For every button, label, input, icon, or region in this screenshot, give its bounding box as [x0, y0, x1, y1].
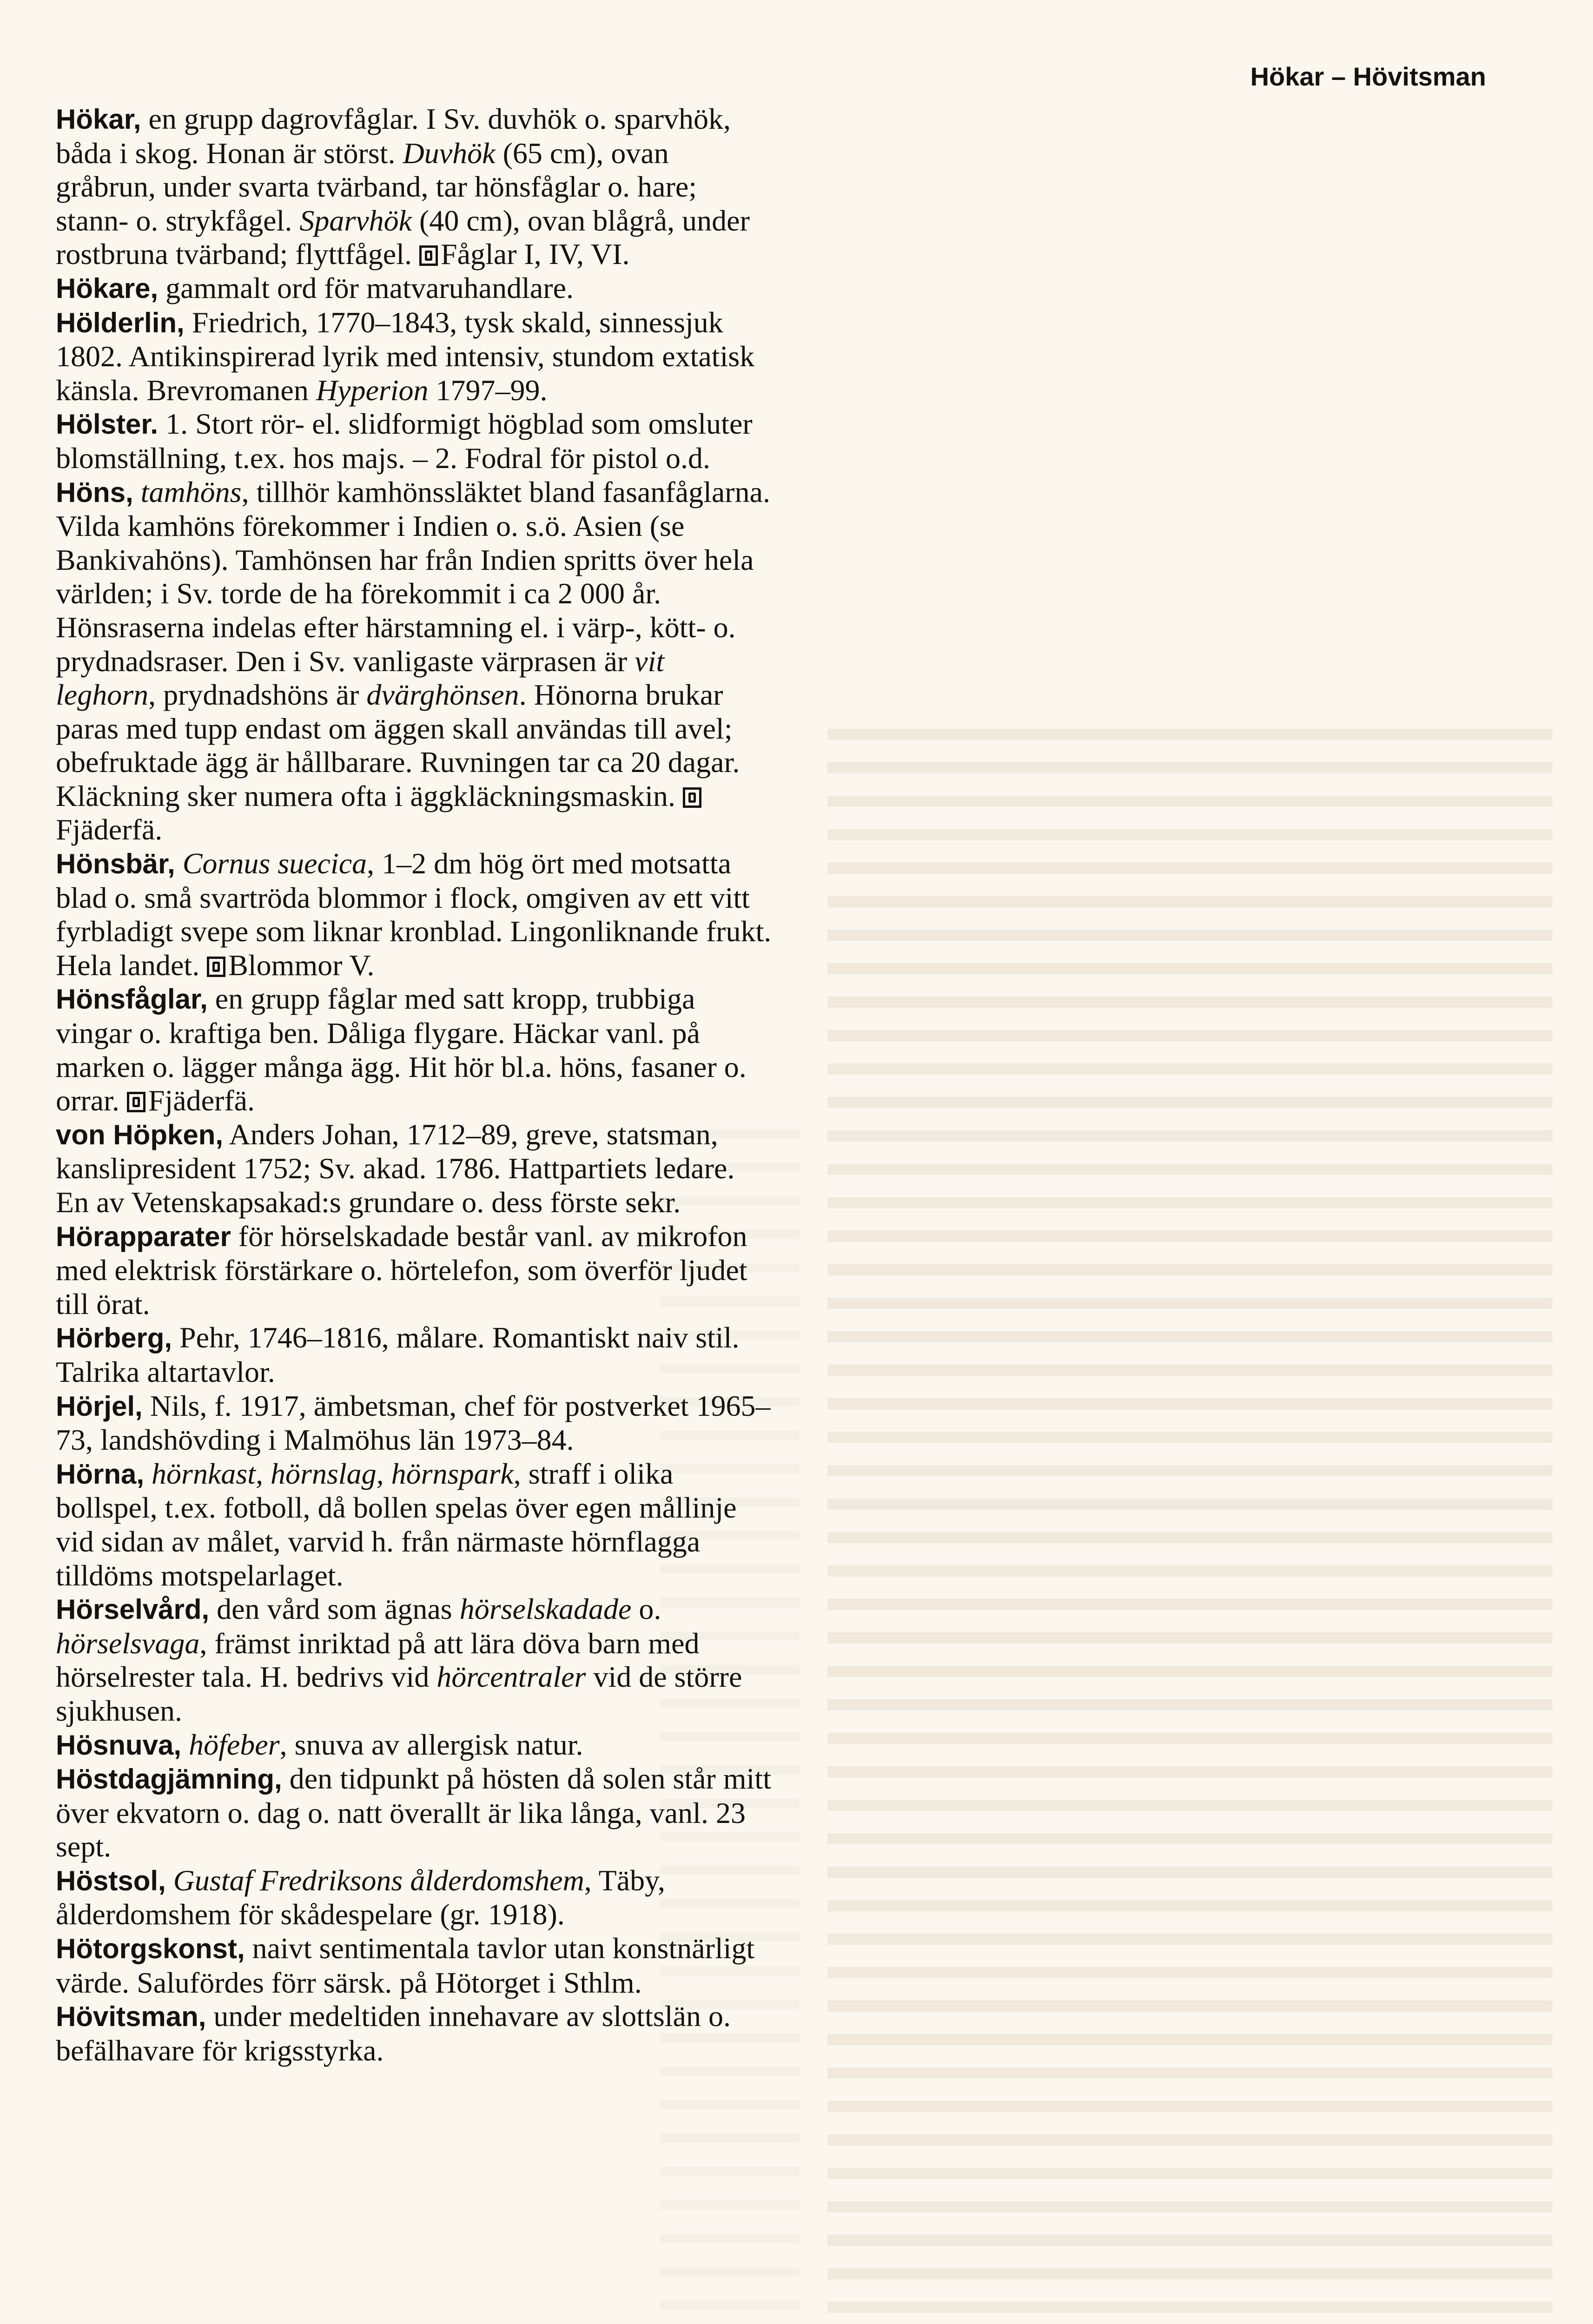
headword: Hörapparater: [56, 1221, 231, 1252]
entry-honsbar: [56, 847, 772, 982]
headword: Hövitsman,: [56, 2001, 206, 2033]
headword: Hökare,: [56, 272, 159, 304]
entry-text: [144, 1457, 152, 1490]
entry-text: Friedrich, 1770–1843, tysk skald, sinnessjuk 1802. Antikinspirerad lyrik med intensiv, stundom extatisk känsla. Brevromanen: [56, 305, 755, 407]
entry-text: , prydnadshöns är: [148, 678, 367, 712]
headword: Hönsbär,: [56, 848, 175, 880]
entry-italic: Duvhök: [403, 136, 496, 170]
entry-text: , straff i olika bollspel, t.ex. fotboll, då bollen spelas över egen mållinje vid sidan av målet, varvid h. från närmaste hörnflagga tilldöms motspelarlaget.: [56, 1457, 737, 1592]
entry-italic: hörcentraler: [436, 1660, 586, 1694]
headword: Höstsol,: [56, 1865, 166, 1896]
headword: von Höpken,: [56, 1119, 224, 1150]
entry-text: Anders Johan, 1712–89, greve, statsman, kanslipresident 1752; Sv. akad. 1786. Hattpartiets ledare. En av Vetenskapsakad:s grundare o. dess förste sekr.: [56, 1117, 735, 1219]
entry-text: , tillhör kamhönssläktet bland fasanfåglarna. Vilda kamhöns förekommer i Indien o. s.ö. Asien (se Bankivahöns). Tamhönsen har från Indien spritts över hela världen; i Sv. torde de ha förekommit i ca 2 000 år. Hönsraserna indelas efter härstamning el. i värp-, kött- o. prydnadsraser. Den i Sv. vanligaste värprasen är: [56, 475, 771, 678]
headword: Hörjel,: [56, 1390, 143, 1422]
entry-text: naivt sentimentala tavlor utan konstnärligt värde. Salufördes förr särsk. på Hötorget i Sthlm.: [56, 1932, 755, 1999]
entry-text: 1. Stort rör- el. slidformigt högblad som omsluter blomställning, t.ex. hos majs. – 2. Fodral för pistol o.d.: [56, 407, 753, 475]
show-through-text-background: [827, 716, 1553, 2324]
cross-reference-text: Blommor V.: [228, 948, 375, 982]
headword: Höstdagjämning,: [56, 1763, 282, 1795]
entry-italic: Sparvhök: [299, 204, 412, 237]
entry-italic: Gustaf Fredriksons ålderdomshem: [173, 1863, 584, 1897]
entry-italic: Hyperion: [316, 373, 429, 407]
entry-holderlin: [56, 306, 772, 408]
entry-text: [133, 475, 141, 508]
headword: Hörberg,: [56, 1322, 172, 1354]
entry-honsfaglar: [56, 982, 772, 1117]
entry-text: 1797–99.: [428, 373, 548, 407]
entry-hotorgskonst: [56, 1932, 772, 2000]
cross-reference-icon: [683, 787, 701, 808]
entry-text: Nils, f. 1917, ämbetsman, chef för postverket 1965–73, landshövding i Malmöhus län 1973–84.: [56, 1389, 771, 1457]
entry-text: . Hönorna brukar paras med tupp endast om äggen skall användas till avel; obefruktade ägg är hållbarare. Ruvningen tar ca 20 dagar. Kläckning sker numera ofta i äggkläckningsmaskin.: [56, 678, 740, 812]
headword: Hösnuva,: [56, 1729, 182, 1761]
entry-text: under medeltiden innehavare av slottslän o. befälhavare för krigsstyrka.: [56, 2000, 731, 2067]
entry-von-hopken: [56, 1118, 772, 1220]
headword: Höns,: [56, 476, 133, 508]
entry-horjel: [56, 1389, 772, 1457]
entry-text: (40 cm), ovan blågrå, under rostbruna tvärband; flyttfågel.: [56, 204, 750, 271]
entry-hostsol: [56, 1864, 772, 1932]
cross-reference-text: Fjäderfä.: [148, 1084, 255, 1117]
entry-text: , främst inriktad på att lära döva barn med hörselrester tala. H. bedrivs vid: [56, 1626, 700, 1694]
entry-text: , snuva av allergisk natur.: [279, 1728, 583, 1761]
entry-text: för hörselskadade består vanl. av mikrofon med elektrisk förstärkare o. hörtelefon, som överför ljudet till örat.: [56, 1219, 747, 1320]
entry-text: [175, 847, 183, 880]
entry-text: , 1–2 dm hög ört med motsatta blad o. små svartröda blommor i flock, omgiven av ett vitt fyrbladigt svepe som liknar kronblad. Lingonliknande frukt. Hela landet.: [56, 847, 772, 982]
entry-text: den vård som ägnas: [209, 1592, 460, 1626]
headword: Hökar,: [56, 104, 141, 135]
entry-text: Pehr, 1746–1816, målare. Romantiskt naiv stil. Talrika altartavlor.: [56, 1321, 740, 1388]
cross-reference-icon: [127, 1092, 145, 1112]
entry-text: gammalt ord för matvaruhandlare.: [158, 271, 574, 304]
entry-italic: hörselsvaga: [56, 1626, 200, 1660]
entry-hostdagjamning: [56, 1762, 772, 1864]
entry-hons: [56, 475, 772, 847]
entry-hosnuva: [56, 1728, 772, 1763]
entry-holster: [56, 407, 772, 475]
headword: Hölderlin,: [56, 307, 185, 338]
entry-text: (65 cm), ovan gråbrun, under svarta tvärband, tar hönsfåglar o. hare; stann- o. strykfågel.: [56, 136, 697, 237]
entry-italic: Cornus suecica: [182, 847, 367, 880]
entry-text: o.: [631, 1592, 661, 1626]
entry-text: en grupp fåglar med satt kropp, trubbiga vingar o. kraftiga ben. Dåliga flygare. Häckar vanl. på marken o. lägger många ägg. Hit hör bl.a. höns, fasaner o. orrar.: [56, 982, 747, 1117]
entry-horna: [56, 1457, 772, 1592]
entry-text: [181, 1728, 189, 1761]
cross-reference-text: Fjäderfä.: [56, 813, 163, 846]
entry-hokare: [56, 271, 772, 306]
cross-reference-icon: [419, 245, 438, 266]
entry-italic: hörnkast, hörnslag, hörnspark: [152, 1457, 514, 1490]
headword: Hörselvård,: [56, 1594, 210, 1625]
entry-text: en grupp dagrovfåglar. I Sv. duvhök o. sparvhök, båda i skog. Honan är störst.: [56, 102, 731, 170]
entry-horapparater: [56, 1220, 772, 1321]
entry-text: den tidpunkt på hösten då solen står mitt över ekvatorn o. dag o. natt överallt är lika långa, vanl. 23 sept.: [56, 1762, 771, 1863]
headword: Hörna,: [56, 1458, 145, 1490]
entry-italic: höfeber: [189, 1728, 280, 1761]
headword: Hölster.: [56, 409, 159, 440]
entry-italic: dvärghönsen: [366, 678, 519, 712]
headword: Hönsfåglar,: [56, 984, 208, 1015]
entry-italic: hörselskadade: [459, 1592, 632, 1626]
cross-reference-text: Fåglar I, IV, VI.: [440, 238, 630, 271]
entry-horselvard: [56, 1592, 772, 1728]
running-header: Hökar – Hövitsman: [1250, 62, 1486, 91]
entry-text: [166, 1864, 173, 1897]
entry-horberg: [56, 1321, 772, 1389]
entry-italic: vit leghorn: [56, 644, 665, 712]
entry-italic: tamhöns: [140, 475, 242, 508]
headword: Hötorgskonst,: [56, 1933, 245, 1965]
cross-reference-icon: [207, 957, 225, 977]
entry-column: [56, 102, 772, 2067]
entry-text: vid de större sjukhusen.: [56, 1660, 742, 1727]
entry-text: , Täby, ålderdomshem för skådespelare (gr. 1918).: [56, 1863, 665, 1931]
entry-hovitsman: [56, 2000, 772, 2067]
entry-hokar: [56, 102, 772, 271]
